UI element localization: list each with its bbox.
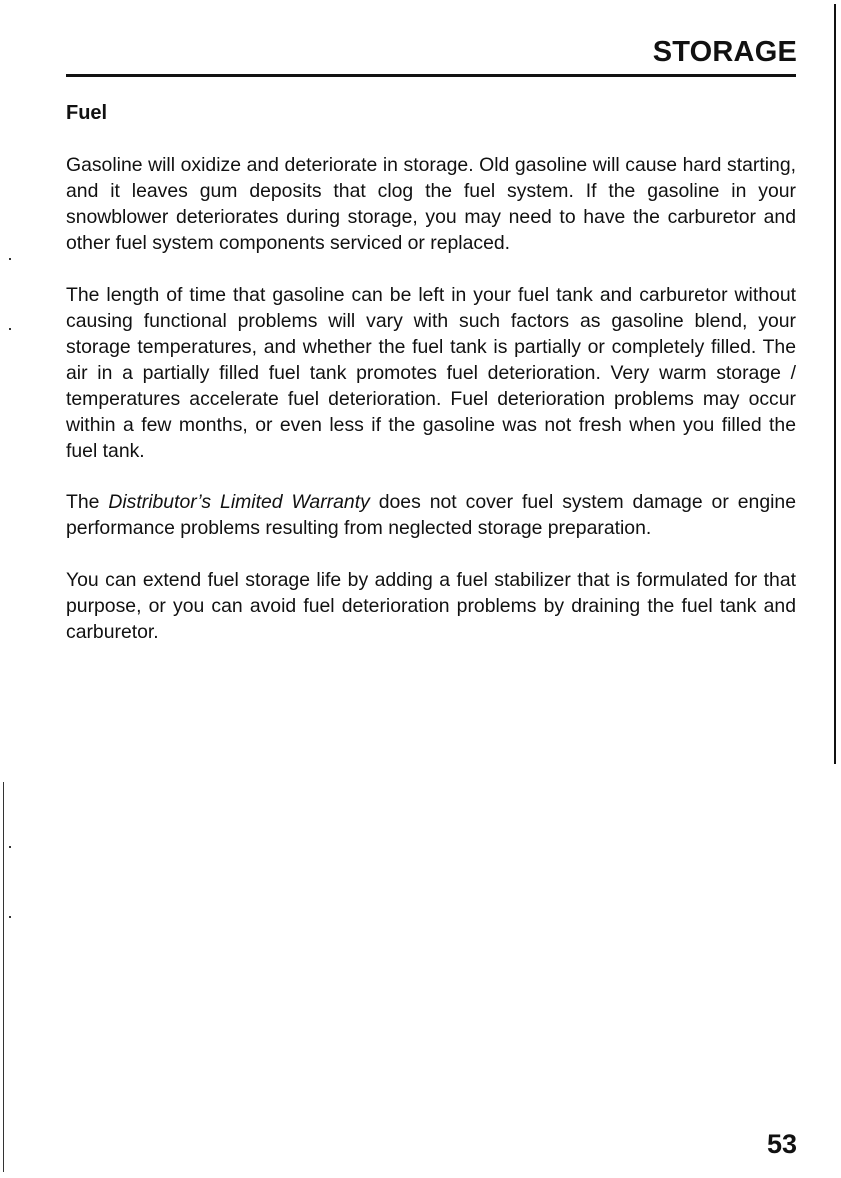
warranty-title: Distributor’s Limited Warranty (108, 491, 370, 513)
paragraph-gasoline-oxidation: Gasoline will oxidize and deteriorate in storage. Old gasoline will cause hard starting, and it leaves gum deposits that clog the fuel system. If the gasoline in your snowblower deteriorates during storage, you may need to have the carburetor and other fuel system components serviced or replaced. (66, 154, 796, 254)
scan-speck (9, 916, 11, 918)
paragraph-fuel-stabilizer: You can extend fuel storage life by adding a fuel stabilizer that is formulated for that purpose, or you can avoid fuel deterioration problems by draining the fuel tank and carburetor. (66, 569, 796, 643)
subsection-heading: Fuel (66, 102, 108, 124)
paragraph-storage-time: The length of time that gasoline can be left in your fuel tank and carburetor without causing functional problems will vary with such factors as gasoline blend, your storage temperatures, and whether the fuel tank is partially or completely filled. The air in a partially filled fuel tank promotes fuel deterioration. Very warm storage / temperatures accelerate fuel deterioration. Fuel deterioration problems may occur within a few months, or even less if the gasoline was not fresh when you filled the fuel tank. (66, 284, 796, 462)
page-number: 53 (766, 1129, 797, 1159)
warranty-text-before: The (66, 491, 109, 513)
scan-speck (9, 258, 11, 260)
page-edge-line (3, 782, 4, 1172)
warranty-text-after: does not cover fuel system damage or engine performance problems resulting from neglected storage preparation. (66, 491, 796, 539)
scan-speck (9, 328, 11, 330)
scan-speck (9, 846, 11, 848)
page-edge-line (834, 4, 836, 764)
section-title: STORAGE (652, 36, 797, 68)
title-divider (66, 74, 796, 77)
paragraph-warranty (66, 489, 796, 541)
